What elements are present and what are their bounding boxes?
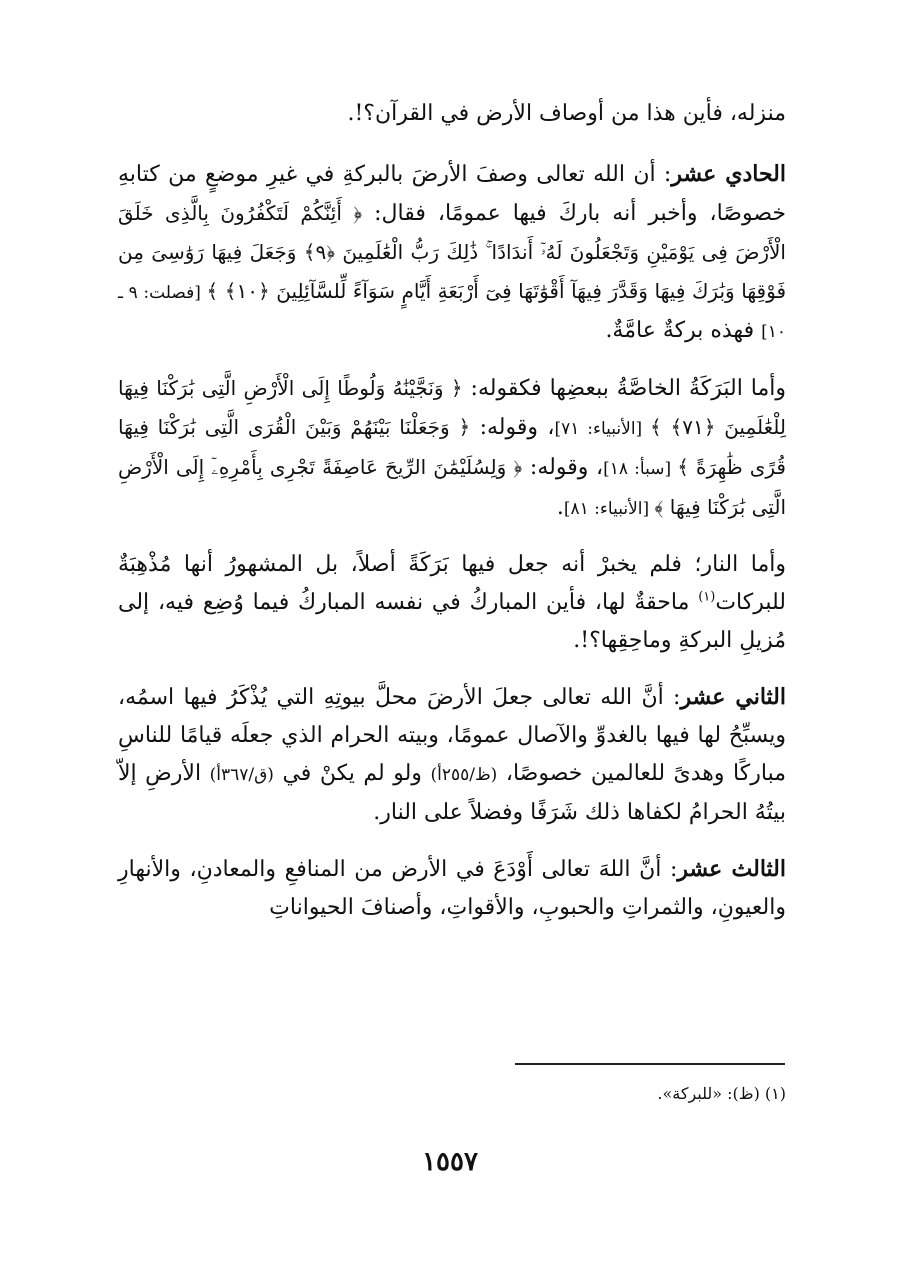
quran-verse: ﴿ أَئِنَّكُمْ لَتَكْفُرُونَ بِالَّذِى خَلَقَ الْأَرْضَ فِى يَوْمَيْنِ وَتَجْعَلُونَ لَهُۥٓ أَندَادًا ۚ ذَٰلِكَ رَبُّ الْعَٰلَمِينَ ﴿٩﴾ وَجَعَلَ فِيهَا رَوَٰسِىَ مِن فَوْقِهَا وَبَٰرَكَ فِيهَا وَقَدَّرَ فِيهَآ أَقْوَٰتَهَا فِىٓ أَرْبَعَةِ أَيَّامٍ سَوَآءً لِّلسَّآئِلِينَ ﴿١٠﴾ ﴾ (118, 201, 787, 303)
paragraph-1 (118, 155, 786, 351)
paragraph-text: ، وقوله: (522, 455, 604, 480)
paragraph-5 (118, 850, 786, 927)
paragraph-text: . (556, 495, 564, 520)
paragraph-2 (118, 369, 786, 528)
paragraph-text: وأما البَرَكَةُ الخاصَّةُ ببعضِها فكقوله: (462, 376, 786, 401)
paragraph-text: : أنَّ الله تعالى جعلَ الأرضَ محلَّ بيوتِهِ التي يُذْكَرُ فيها اسمُه، ويسبِّحُ لها فيها بالغدوِّ والآصال عمومًا، وبيته الحرام الذي جعلَه قيامًا للناسِ مباركًا وهدىً للعالمين خصوصًا، (118, 685, 786, 786)
quran-verse: ﴿ وَلِسُلَيْمَٰنَ الرِّيحَ عَاصِفَةً تَجْرِى بِأَمْرِهِۦٓ إِلَى الْأَرْضِ الَّتِى بَٰرَكْنَا فِيهَا ﴾ (118, 455, 786, 519)
section-heading-thirteenth: الثالث عشر (677, 856, 787, 882)
paragraph-text: وأما النار؛ فلم يخبرْ أنه جعل فيها بَرَكَةً أصلاً، بل المشهورُ أنها مُذْهِبَةٌ للبركات (118, 552, 786, 615)
section-heading-eleventh: الحادي عشر (671, 161, 787, 187)
section-heading-twelfth: الثاني عشر (680, 684, 786, 710)
manuscript-marker: (ظ/٢٥٥أ) (430, 765, 498, 785)
footnote-marker: (١) (698, 589, 716, 605)
page-body (118, 95, 786, 945)
verse-reference: [فصلت: ٩ ـ ١٠] (118, 283, 786, 342)
verse-reference: [الأنبياء: ٧١] (554, 419, 650, 439)
quran-verse: ﴿ وَجَعَلْنَا بَيْنَهُمْ وَبَيْنَ الْقُرَى الَّتِى بَٰرَكْنَا فِيهَا قُرًى ظَٰهِرَةً ﴾ (118, 415, 786, 479)
footnote: (١) (ظ): «للبركة». (657, 1084, 786, 1103)
paragraph-text: ماحقةٌ لها، فأين المباركُ في نفسه المباركُ فيما وُضِع فيه، إلى مُزيلِ البركةِ وماحِقِها؟!. (118, 590, 786, 653)
quran-verse: ﴿ وَنَجَّيْنَٰهُ وَلُوطًا إِلَى الْأَرْضِ الَّتِى بَٰرَكْنَا فِيهَا لِلْعَٰلَمِينَ ﴿٧١﴾ ﴾ (118, 376, 786, 439)
paragraph-text: منزله، فأين هذا من أوصاف الأرض في القرآن؟!. (347, 101, 786, 126)
paragraph-text: الأرضِ إلاّ بيتُهُ الحرامُ لكفاها ذلك شَرَفًا وفضلاً على النار. (118, 761, 786, 825)
verse-reference: [الأنبياء: ٨١] (563, 499, 655, 519)
paragraph-0 (118, 95, 786, 133)
verse-reference: [سبأ: ١٨] (603, 459, 678, 479)
paragraph-text: فهذه بركةٌ عامَّةٌ. (605, 318, 762, 343)
paragraph-4 (118, 678, 786, 832)
paragraph-text: : أن الله تعالى وصفَ الأرضَ بالبركةِ في غيرِ موضعٍ من كتابهِ خصوصًا، وأخبر أنه باركَ فيها عمومًا، فقال: (118, 162, 787, 226)
paragraph-text: ولو لم يكنْ في (273, 761, 431, 786)
paragraph-text: : أنَّ اللهَ تعالى أَوْدَعَ في الأرض من المنافعِ والمعادنِ، والأنهارِ والعيونِ، والثمراتِ والحبوبِ، والأقواتِ، وأصنافَ الحيواناتِ (118, 857, 786, 920)
paragraph-text: ، وقوله: (470, 415, 555, 440)
footnote-divider (515, 1063, 785, 1065)
page-number: ١٥٥٧ (422, 1147, 478, 1177)
manuscript-marker: (ق/٣٦٧أ) (209, 765, 274, 785)
paragraph-3 (118, 546, 786, 660)
